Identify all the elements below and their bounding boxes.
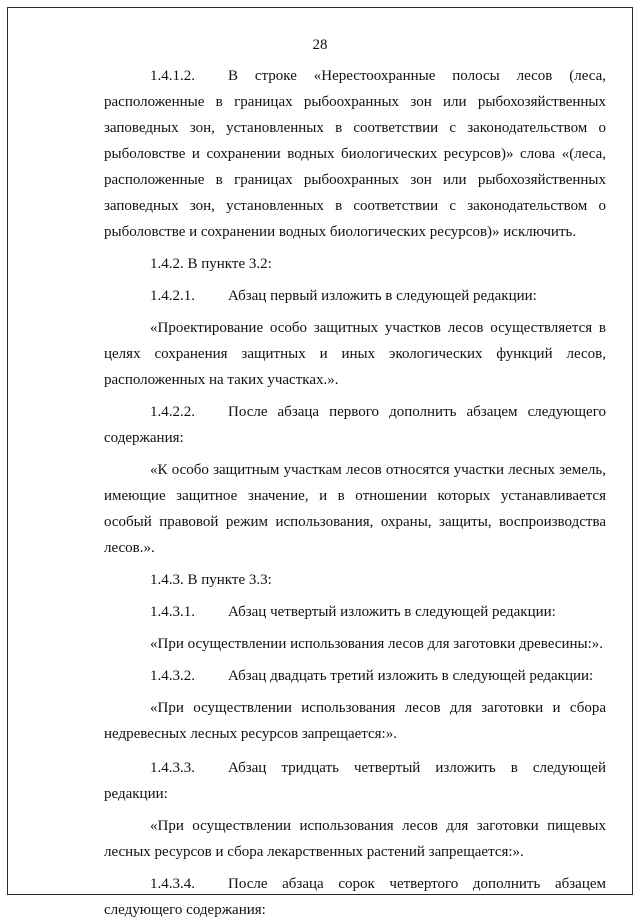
clause-number: 1.4.3.2. — [150, 668, 195, 684]
paragraph-text: «При осуществлении использования лесов для заготовки и сбора недревесных лесных ресурсов запрещается:». — [104, 700, 606, 742]
paragraph-1-4-2-1 — [104, 283, 606, 309]
paragraph-1-4-3-2 — [104, 663, 606, 689]
clause-number: 1.4.3.3. — [150, 760, 195, 776]
document-page — [7, 7, 633, 918]
paragraph-text: Абзац тридцать четвертый изложить в следующей редакции: — [104, 760, 606, 802]
paragraph-text: 1.4.2. В пункте 3.2: — [150, 256, 272, 272]
paragraph-1-4-3-1 — [104, 599, 606, 625]
paragraph-text: После абзаца первого дополнить абзацем следующего содержания: — [104, 404, 606, 446]
paragraph-text: «При осуществлении использования лесов для заготовки пищевых лесных ресурсов и сбора лекарственных растений запрещается:». — [104, 818, 606, 860]
paragraph-text: Абзац четвертый изложить в следующей редакции: — [228, 604, 556, 620]
page-number: 28 — [312, 37, 328, 53]
quoted-paragraph — [104, 813, 606, 865]
paragraph-text: 1.4.3. В пункте 3.3: — [150, 572, 272, 588]
document-body — [104, 63, 606, 923]
paragraph-1-4-3 — [104, 567, 606, 593]
paragraph-1-4-3-3 — [104, 755, 606, 807]
paragraph-1-4-2 — [104, 251, 606, 277]
paragraph-text: «При осуществлении использования лесов для заготовки древесины:». — [150, 636, 603, 652]
paragraph-1-4-3-4 — [104, 871, 606, 923]
paragraph-text: Абзац первый изложить в следующей редакции: — [228, 288, 537, 304]
paragraph-text: Абзац двадцать третий изложить в следующей редакции: — [228, 668, 594, 684]
paragraph-text: «Проектирование особо защитных участков лесов осуществляется в целях сохранения защитных и иных экологических функций лесов, расположенных на таких участках.». — [104, 320, 606, 388]
clause-number: 1.4.2.1. — [150, 288, 195, 304]
paragraph-text: После абзаца сорок четвертого дополнить абзацем следующего содержания: — [104, 876, 606, 918]
paragraph-text: В строке «Нерестоохранные полосы лесов (леса, расположенные в границах рыбоохранных зон или рыбохозяйственных заповедных зон, установленных в соответствии с законодательством о рыболовстве и сохранении водных биологических ресурсов)» слова «(леса, расположенные в границах рыбоохранных зон или рыбохозяйственных заповедных зон, установленных в соответствии с законодательством о рыболовстве и сохранении водных биологических ресурсов)» исключить. — [104, 68, 606, 240]
quoted-paragraph — [104, 315, 606, 393]
quoted-paragraph — [104, 695, 606, 747]
clause-number: 1.4.2.2. — [150, 404, 195, 420]
clause-number: 1.4.3.4. — [150, 876, 195, 892]
quoted-paragraph — [104, 457, 606, 561]
paragraph-1-4-2-2 — [104, 399, 606, 451]
clause-number: 1.4.1.2. — [150, 68, 195, 84]
paragraph-1-4-1-2 — [104, 63, 606, 245]
paragraph-text: «К особо защитным участкам лесов относятся участки лесных земель, имеющие защитное значение, и в отношении которых устанавливается особый правовой режим использования, охраны, защиты, воспроизводства лесов.». — [104, 462, 606, 556]
clause-number: 1.4.3.1. — [150, 604, 195, 620]
quoted-paragraph — [104, 631, 606, 657]
